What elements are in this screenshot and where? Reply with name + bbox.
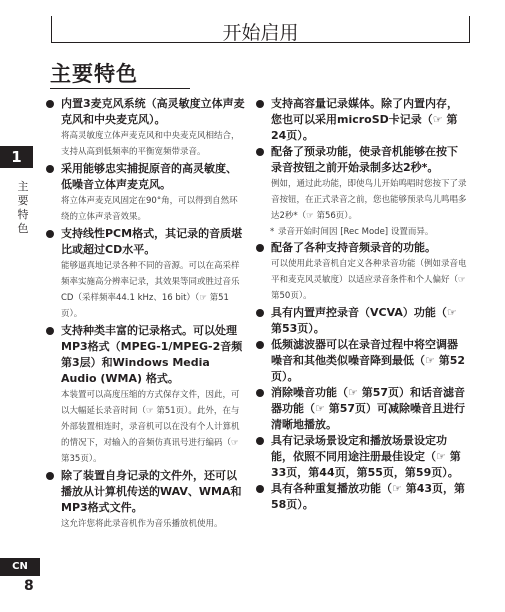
feature-item — [256, 337, 468, 385]
chapter-label: 主要特色 — [17, 180, 29, 235]
bullet-icon — [46, 165, 54, 173]
feature-item — [256, 144, 468, 224]
feature-lead: 具有各种重复播放功能（☞ 第43页，第58页）。 — [271, 482, 465, 511]
feature-lead: 低频滤波器可以在录音过程中将空调器噪音和其他类似噪音降到最低（☞ 第52页）。 — [271, 338, 465, 383]
feature-desc: 将高灵敏度立体声麦克风和中央麦克风相结合，支持从高到低频率的平衡宽频带录音。 — [61, 131, 240, 157]
feature-lead: 具有内置声控录音（VCVA）功能（☞ 第53页）。 — [271, 306, 457, 335]
bullet-icon — [46, 472, 54, 480]
bullet-icon — [256, 100, 264, 108]
bullet-icon — [256, 244, 264, 252]
footnote-text: 录音开始时间因 [Rec Mode] 设置而异。 — [278, 227, 434, 237]
language-tab: CN — [0, 558, 40, 576]
feature-lead: 配备了预录功能，使录音机能够在按下录音按钮之前开始录制多达2秒*。 — [271, 145, 458, 174]
bullet-icon — [46, 100, 54, 108]
bullet-icon — [256, 341, 264, 349]
feature-item — [46, 96, 246, 160]
feature-lead: 具有记录场景设定和播放场景设定功能，依照不同用途注册最佳设定（☞ 第33页，第44页，第55页，第59页）。 — [271, 434, 461, 479]
feature-desc: 本装置可以高度压缩的方式保存文件，因此，可以大幅延长录音时间（☞ 第51页）。此外，在与外部装置相连时，录音机可以在没有个人计算机的情况下，对输入的音频仿真讯号进行编码（☞ 第35页）。 — [61, 390, 240, 464]
bullet-icon — [46, 230, 54, 238]
feature-lead: 内置3麦克风系统（高灵敏度立体声麦克风和中央麦克风）。 — [61, 97, 245, 126]
bullet-icon — [256, 148, 264, 156]
feature-desc: 可以使用此录音机自定义各种录音功能（例如录音电平和麦克风灵敏度）以适应录音条件和个人偏好（☞ 第50页）。 — [271, 259, 467, 301]
feature-item — [256, 96, 468, 144]
feature-item — [256, 433, 468, 481]
page-header-title: 开始启用 — [222, 22, 299, 44]
chapter-number-tab: 1 — [0, 146, 33, 168]
feature-item — [256, 240, 468, 304]
bullet-icon — [256, 485, 264, 493]
section-title-underline — [50, 88, 190, 89]
feature-item — [46, 161, 246, 225]
feature-item — [256, 481, 468, 513]
feature-item — [46, 323, 246, 467]
header-box — [51, 16, 470, 43]
footnote — [256, 225, 468, 240]
bullet-icon — [256, 437, 264, 445]
feature-lead: 支持种类丰富的记录格式。可以处理MP3格式（MPEG-1/MPEG-2音频第3层）和Windows Media Audio (WMA) 格式。 — [61, 324, 243, 385]
left-feature-column — [46, 96, 246, 533]
bullet-icon — [256, 309, 264, 317]
feature-lead: 支持线性PCM格式，其记录的音质堪比或超过CD水平。 — [61, 227, 243, 256]
feature-desc: 能够逼真地记录各种不同的音源。可以在高采样频率实施高分辨率记录，其效果等同或胜过音乐CD（采样频率44.1 kHz、16 bit）（☞ 第51页）。 — [61, 261, 240, 319]
feature-desc: 例如，通过此功能，即使鸟儿开始鸣唱时您按下了录音按钮，在正式录音之前，您也能够预录鸟儿鸣唱多达2秒*（☞ 第56页）。 — [271, 179, 467, 221]
feature-lead: 消除噪音功能（☞ 第57页）和话音滤音器功能（☞ 第57页）可减除噪音且进行清晰地播放。 — [271, 386, 465, 431]
feature-lead: 配备了各种支持音频录音的功能。 — [271, 241, 436, 254]
feature-item — [256, 305, 468, 337]
asterisk-mark: * — [270, 227, 275, 237]
feature-lead: 支持高容量记录媒体。除了内置内存，您也可以采用microSD卡记录（☞ 第24页）。 — [271, 97, 458, 142]
bullet-icon — [46, 327, 54, 335]
feature-lead: 采用能够忠实捕捉原音的高灵敏度、低噪音立体声麦克风。 — [61, 162, 237, 191]
feature-desc: 这允许您将此录音机作为音乐播放机使用。 — [61, 519, 223, 529]
bullet-icon — [256, 389, 264, 397]
feature-item — [46, 226, 246, 322]
feature-item — [46, 468, 246, 532]
page-number: 8 — [24, 578, 34, 594]
feature-lead: 除了装置自身记录的文件外，还可以播放从计算机传送的WAV、WMA和MP3格式文件。 — [61, 469, 242, 514]
feature-desc: 将立体声麦克风固定在90°角，可以得到自然环绕的立体声录音效果。 — [61, 196, 238, 222]
right-feature-column — [256, 96, 468, 513]
section-title: 主要特色 — [50, 62, 138, 86]
feature-item — [256, 385, 468, 433]
